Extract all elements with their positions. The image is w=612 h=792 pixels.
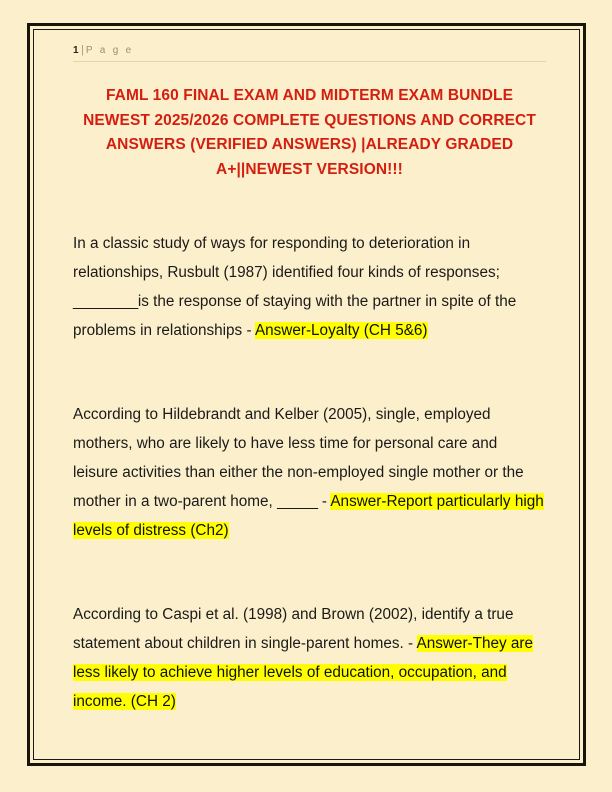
page-label: P a g e	[85, 45, 134, 56]
document-content	[34, 30, 579, 759]
question-text-part-2: -	[317, 493, 331, 510]
question-answer-list	[73, 229, 546, 716]
question-text-part-1: In a classic study of ways for responding to deterioration in relationships, Rusbult (1987) identified four kinds of responses;	[73, 235, 500, 281]
page-number: 1	[73, 45, 80, 56]
highlighted-answer: Answer-Loyalty (CH 5&6)	[254, 322, 428, 339]
highlighted-answer: Answer-They are less likely to achieve higher levels of education, occupation, and income. (CH 2)	[73, 635, 533, 710]
document-page-inner-border	[33, 29, 580, 760]
running-header	[73, 40, 546, 62]
question-answer-item	[73, 400, 546, 545]
question-answer-item	[73, 229, 546, 345]
page-number-separator: |	[81, 44, 84, 56]
question-text-part-1: According to Hildebrandt and Kelber (2005), single, employed mothers, who are likely to have less time for personal care and leisure activities than either the non-employed single mother or the mother in a two-parent home,	[73, 406, 524, 510]
question-answer-item	[73, 600, 546, 716]
highlighted-answer: Answer-Report particularly high levels of distress (Ch2)	[73, 493, 544, 539]
answer-blank: ________	[73, 293, 138, 310]
answer-blank: _____	[277, 493, 318, 510]
page-title: FAML 160 FINAL EXAM AND MIDTERM EXAM BUNDLE NEWEST 2025/2026 COMPLETE QUESTIONS AND CORRECT ANSWERS (VERIFIED ANSWERS) |ALREADY GRADED A+||NEWEST VERSION!!!	[83, 87, 536, 178]
document-page-border	[27, 23, 586, 766]
question-text-part-2: is the response of staying with the partner in spite of the problems in relationships -	[73, 293, 517, 339]
question-text-part-1: According to Caspi et al. (1998) and Brown (2002), identify a true statement about children in single-parent homes. -	[73, 606, 514, 652]
